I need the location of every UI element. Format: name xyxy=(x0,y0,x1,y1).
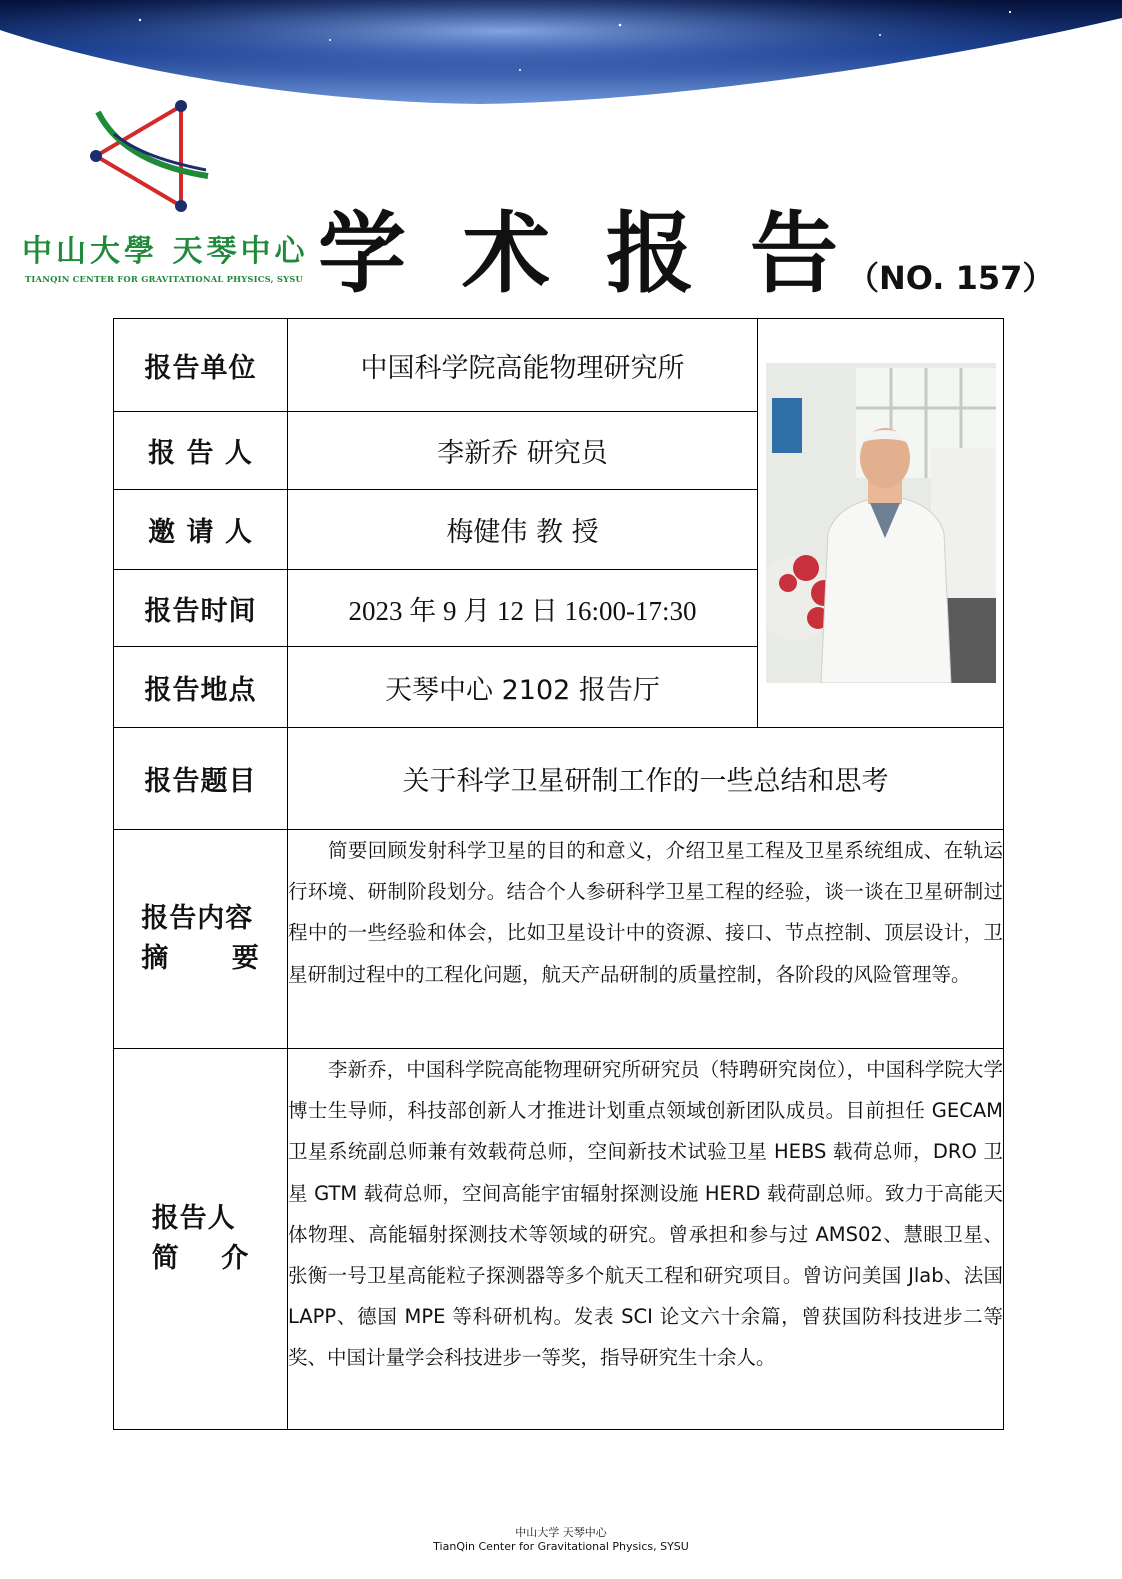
org-name-cn: 中山大學 天琴中心 xyxy=(22,234,309,269)
tianqin-logo xyxy=(86,98,216,218)
host-label: 邀 请 人 xyxy=(114,490,288,570)
topic-label: 报告题目 xyxy=(114,728,288,830)
time-value: 2023 年 9 月 12 日 16:00-17:30 xyxy=(288,570,758,647)
abstract-text: 简要回顾发射科学卫星的目的和意义，介绍卫星工程及卫星系统组成、在轨运行环境、研制阶段划分。结合个人参研科学卫星工程的经验，谈一谈在卫星研制过程中的一些经验和体会，比如卫星设计中的资源、接口、节点控制、顶层设计，卫星研制过程中的工程化问题，航天产品研制的质量控制，各阶段的风险管理等。 xyxy=(288,830,1004,1049)
space-banner xyxy=(0,0,1122,110)
report-number: （NO. 157） xyxy=(847,259,1055,297)
bio-label-line1: 报告人 xyxy=(151,1203,236,1234)
abstract-label xyxy=(114,830,288,1049)
bio-text: 李新乔，中国科学院高能物理研究所研究员（特聘研究岗位），中国科学院大学博士生导师，科技部创新人才推进计划重点领域创新团队成员。目前担任 GECAM 卫星系统副总师兼有效载荷总师，空间新技术试验卫星 HEBS 载荷总师，DRO 卫星 GTM 载荷总师，空间高能宇宙辐射探测设施 HERD 载荷副总师。致力于高能天体物理、高能辐射探测技术等领域的研究。曾承担和参与过 AMS02、慧眼卫星、张衡一号卫星高能粒子探测器等多个航天工程和研究项目。曾访问美国 Jlab、法国 LAPP、德国 MPE 等科研机构。发表 SCI 论文六十余篇，曾获国防科技进步二等奖、中国计量学会科技进步一等奖，指导研究生十余人。 xyxy=(288,1049,1004,1430)
speaker-photo xyxy=(766,363,996,683)
speaker-label: 报 告 人 xyxy=(114,412,288,490)
time-label: 报告时间 xyxy=(114,570,288,647)
venue-label: 报告地点 xyxy=(114,647,288,728)
unit-label: 报告单位 xyxy=(114,319,288,412)
abstract-label-line2: 摘 要 xyxy=(141,943,260,974)
bio-label-line2: 简 介 xyxy=(151,1243,250,1274)
page-title: 学术报告 xyxy=(318,201,895,305)
abstract-label-line1: 报告内容 xyxy=(141,903,254,934)
unit-value: 中国科学院高能物理研究所 xyxy=(288,319,758,412)
org-name-en: TIANQIN CENTER FOR GRAVITATIONAL PHYSICS, SYSU xyxy=(25,274,304,284)
photo-cell xyxy=(758,319,1004,728)
footer-line1: 中山大学 天琴中心 xyxy=(515,1526,607,1539)
bio-label xyxy=(114,1049,288,1430)
venue-value: 天琴中心 2102 报告厅 xyxy=(288,647,758,728)
topic-value: 关于科学卫星研制工作的一些总结和思考 xyxy=(288,728,1004,830)
footer-line2: TianQin Center for Gravitational Physics, SYSU xyxy=(433,1540,689,1553)
host-value: 梅健伟 教 授 xyxy=(288,490,758,570)
speaker-value: 李新乔 研究员 xyxy=(288,412,758,490)
info-table xyxy=(113,318,1004,1430)
